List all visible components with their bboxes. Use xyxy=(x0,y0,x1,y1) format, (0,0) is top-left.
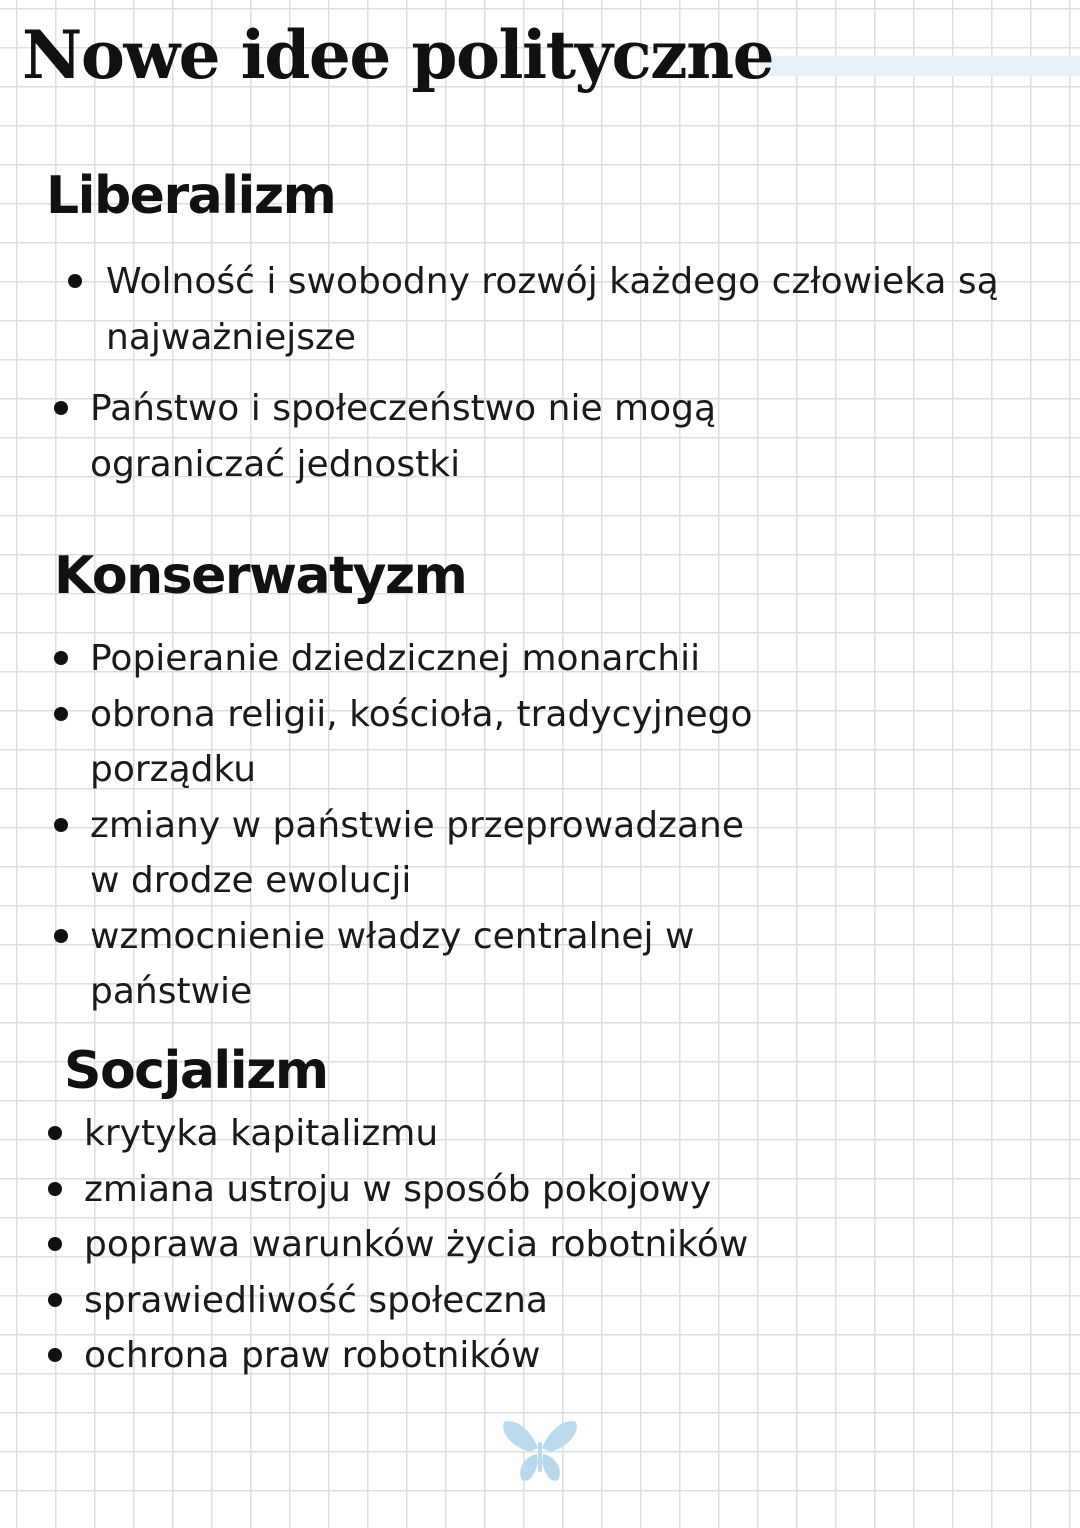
bullet-icon xyxy=(54,651,68,665)
bullet-icon xyxy=(54,818,68,832)
list-item-line: zmiana ustroju w sposób pokojowy xyxy=(84,1168,712,1210)
list-item-line: Wolność i swobodny rozwój każdego człowieka są xyxy=(106,261,999,302)
bullet-icon xyxy=(48,1126,62,1140)
list-item xyxy=(90,381,716,492)
bullet-icon xyxy=(48,1237,62,1251)
list-item-line: obrona religii, kościoła, tradycyjnego xyxy=(90,693,753,735)
list-item-line: sprawiedliwość społeczna xyxy=(84,1279,548,1321)
list-konserwatyzm xyxy=(90,631,753,1020)
bullet-icon xyxy=(54,929,68,943)
bullet-icon xyxy=(48,1293,62,1307)
bullet-icon xyxy=(68,274,82,288)
list-socjalizm xyxy=(84,1106,748,1384)
list-item-line: ograniczać jednostki xyxy=(90,443,461,485)
list-item-line: najważniejsze xyxy=(106,316,357,358)
section-heading-liberalizm: Liberalizm xyxy=(46,166,336,226)
list-item xyxy=(84,1217,748,1273)
list-item xyxy=(90,687,753,798)
list-item xyxy=(90,798,753,909)
section-heading-konserwatyzm: Konserwatyzm xyxy=(54,546,467,606)
list-item xyxy=(90,909,753,1020)
list-item xyxy=(84,1273,748,1329)
page-title: Nowe idee polityczne xyxy=(22,16,774,94)
list-item-line: w drodze ewolucji xyxy=(90,860,412,901)
list-item-line: wzmocnienie władzy centralnej w xyxy=(90,915,695,957)
list-item xyxy=(84,1162,748,1218)
list-item-line: porządku xyxy=(90,749,257,790)
bullet-icon xyxy=(48,1348,62,1362)
list-item xyxy=(84,1328,748,1384)
title-highlight-bar xyxy=(760,56,1080,76)
list-item-line: państwie xyxy=(90,971,253,1012)
list-item xyxy=(84,1106,748,1162)
list-item-line: Popieranie dziedzicznej monarchii xyxy=(90,638,701,679)
bullet-icon xyxy=(54,401,68,415)
list-item-line: krytyka kapitalizmu xyxy=(84,1113,439,1154)
list-item-line: zmiany w państwie przeprowadzane xyxy=(90,804,744,846)
list-item xyxy=(106,254,999,365)
bullet-icon xyxy=(48,1182,62,1196)
list-item-line: ochrona praw robotników xyxy=(84,1335,541,1376)
list-item xyxy=(90,631,753,687)
bullet-icon xyxy=(54,707,68,721)
section-heading-socjalizm: Socjalizm xyxy=(64,1041,328,1101)
list-item-line: Państwo i społeczeństwo nie mogą xyxy=(90,388,717,429)
list-item-line: poprawa warunków życia robotników xyxy=(84,1224,749,1265)
butterfly-icon xyxy=(500,1418,580,1486)
